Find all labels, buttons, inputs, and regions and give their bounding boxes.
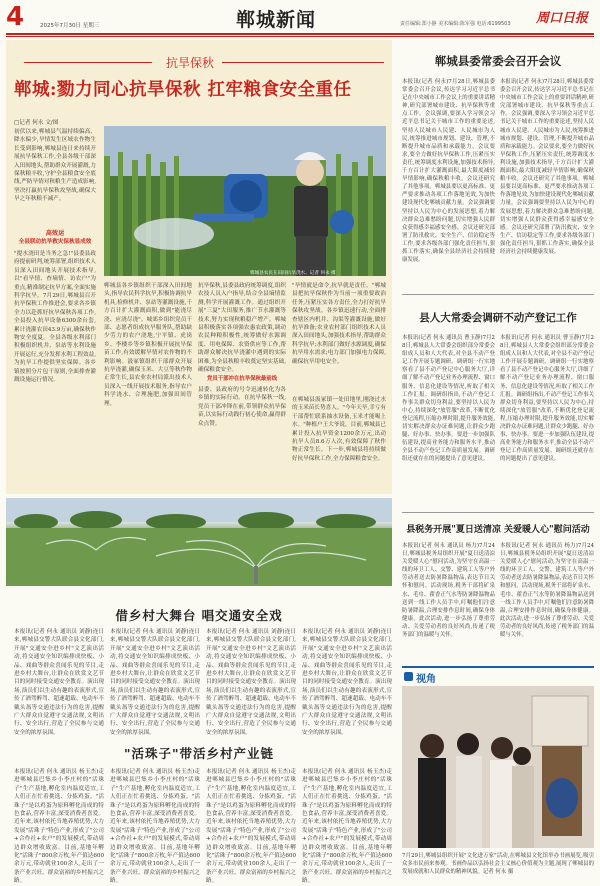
right-top-text-col2: 本报讯(记者 何永)7月28日,郸城县委常委会召开会议,传达学习习近平总书记在中央城市工作会议上的重要讲话精神,研究部署城市建设、抗旱保秋等重点工作。会议强调,要深入学习领会习近平总书记关于城市工作的重要论述,坚持人民城市人民建、人民城市为人民,统筹推进城市规划、建设、管理,不断提升城市品质和承载能力。会议要求,要全力做好抗旱保秋工作,压紧压实责任,统筹调度水利设施,加强技术指导,千方百计扩大灌溉面积,最大限度减轻旱情影响,确保秋粮丰收。会议还研究了其他事项。郸城县要以更高标准、更严要求推动各项工作落地见效,为加快建设现代化郸城贡献力量。会议强调要坚持以人民为中心的发展思想,着力解决群众急难愁盼问题,切实增强人民群众获得感幸福感安全感。会议还研究部署了防汛救灾、安全生产、信访稳定等工作,要求各级各部门强化责任担当,狠抓工作落实,确保全县经济社会持续健康发展。: [500, 79, 594, 255]
right-low-text-col1: 本报讯(记者 何永 通讯员 杨力)7月24日,郸城县税务局组织开展"夏日送清凉 关爱暖人心"慰问活动,为坚守在高温一线的环卫工人、交警、建筑工人等户外劳动者送去防暑降温物品,表达节日关怀和慰问。活动现场,税务干部将矿泉水、毛巾、藿香正气水等防暑降温物品送到一线工作人员手中,叮嘱他们注意防暑降温,合理安排作息时间,确保身体健康。此次活动,进一步弘扬了尊重劳动、关爱劳动者的良好风尚,传递了税务部门的温暖与关怀。: [402, 543, 495, 639]
bottom-text1-col4: 本报讯(记者 何永 通讯员 刘静)连日来,郸城县交警大队联合县文化部门,开展"交通安全进乡村"文艺演出活动,将交通安全知识编排成快板、小品、戏曲等群众喜闻乐见的节目,走进乡村大舞台,让群众在欣赏文艺节目的同时接受交通安全教育。演出现场,演员们以生动有趣的表演形式,宣传了酒驾醉驾、超速超载、电动车不戴头盔等交通违法行为的危害,提醒广大群众自觉遵守交通法规,文明出行、安全出行,营造了全民参与交通安全的浓厚氛围。: [302, 629, 392, 736]
bottom-text1-col2: 本报讯(记者 何永 通讯员 刘静)连日来,郸城县交警大队联合县文化部门,开展"交通安全进乡村"文艺演出活动,将交通安全知识编排成快板、小品、戏曲等群众喜闻乐见的节目,走进乡村大舞台,让群众在欣赏文艺节目的同时接受交通安全教育。演出现场,演员们以生动有趣的表演形式,宣传了酒驾醉驾、超速超载、电动车不戴头盔等交通违法行为的危害,提醒广大群众自觉遵守交通法规,文明出行、安全出行,营造了全民参与交通安全的浓厚氛围。: [110, 629, 200, 736]
bottom-headline-2: "活珠子"带活乡村产业链: [123, 746, 275, 761]
camera-icon: [404, 672, 413, 681]
lead-subhead1-b: 全县联动抗旱救灾保秋显成效: [18, 239, 92, 245]
header-rule-thin: [6, 36, 594, 37]
section-title: 郸城新闻: [236, 9, 317, 31]
lead-col2: 郸城县各乡镇组织干部深入田间地头,指导农民科学抗旱,积极协调抗旱机具,检修机井、泵站等灌溉设施,千方百计扩大灌溉面积,做到"能浇尽浇、应浇尽浇"。城郊乡组织党员干部、志愿者组成抗旱服务队,帮助缺少劳力的农户浇地,宁平镇、虎岗乡、李楼乡等乡镇积极开展抗旱保苗工作,有效缓解旱情对农作物的不利影响。汲冢镇组织干部群众开展抗旱浇灌,确保玉米、大豆等秋作物正常生长,县农业农村局派出技术人员深入一线开展技术服务,指导农户科学浇水、合理施肥,加强田间管理。: [104, 283, 192, 407]
kicker-rule-right: [222, 62, 384, 63]
lead-col4: "旱情就是命令,抗旱就是责任。"郸城县把抗旱保秋作为当前一项重要政治任务,压紧压实各方责任,全力打好抗旱保秋攻坚战。各乡镇迅速行动,全面排查辖区内机井、沟渠等灌溉设施,做好抗旱准备;农业农村部门组织技术人员深入田间地头,加强技术指导,帮助群众科学抗旱;水利部门做好水源调度,确保抗旱用水需求;电力部门加强电力保障,确保抗旱用电安全。: [292, 283, 386, 365]
bottom-headline-1: 借乡村大舞台 唱交通安全戏: [115, 608, 283, 623]
divider: [402, 512, 594, 513]
bottom-text1-col3: 本报讯(记者 何永 通讯员 刘静)连日来,郸城县交警大队联合县文化部门,开展"交通安全进乡村"文艺演出活动,将交通安全知识编排成快板、小品、戏曲等群众喜闻乐见的节目,走进乡村大舞台,让群众在欣赏文艺节目的同时接受交通安全教育。演出现场,演员们以生动有趣的表演形式,宣传了酒驾醉驾、超速超载、电动车不戴头盔等交通违法行为的危害,提醒广大群众自觉遵守交通法规,文明出行、安全出行,营造了全民参与交通安全的浓厚氛围。: [206, 629, 296, 736]
lead-col1-bottom: "提水浇田是当务之急!"县委县政府提前研判,统筹部署,组织技术人员深入田间地头开展技术指导,以"看旱情、查墒情、访农户"为重点,精准制定抗旱方案,全面实施科学抗旱。7月29日,郸城县召开抗旱保秋工作推进会,要求各乡镇全力以赴抓好抗旱保秋各项工作,全县投入抗旱设备6300余台套,累计浇灌农田43.9万亩,确保秋作物安全度夏。全县各级水利部门积极组织机井、泵站等水利设施开展运行,充分发挥水利工程效益,为抗旱工作提供坚实保障。各乡镇按照分片包干原则,全面排查灌溉设施运行情况。: [14, 251, 96, 384]
lead-subhead1-a: 高效运: [45, 230, 65, 237]
kicker-rule-left: [24, 62, 152, 63]
right-mid-text-col1: 本报讯(记者 何永 通讯员 曹玉静)7月28日,郸城县人大常委会组织部分常委会组成人员和人大代表,对全县不动产登记工作开展专题调研。调研组一行实地察看了县不动产登记中心服务大厅,详细了解不动产登记业务办理流程、窗口服务、信息化建设等情况,听取了相关工作汇报。调研组指出,不动产登记工作事关群众切身利益,要坚持以人民为中心,持续深化"放管服"改革,不断优化登记流程,压缩办理时限,提升服务效能,切实解决群众办证难问题,让群众少跑腿、好办事、快办事。要进一步加强队伍建设,提高业务能力和服务水平,推动全县不动产登记工作高质量发展。调研组还就存在的问题提出了意见建议。: [402, 335, 495, 463]
shijiao-label: 视角: [416, 674, 436, 685]
sprinkler-field-illustration: [6, 498, 392, 586]
bottom-text1-col1: 本报讯(记者 何永 通讯员 刘静)连日来,郸城县交警大队联合县文化部门,开展"交通安全进乡村"文艺演出活动,将交通安全知识编排成快板、小品、戏曲等群众喜闻乐见的节目,走进乡村大舞台,让群众在欣赏文艺节目的同时接受交通安全教育。演出现场,演员们以生动有趣的表演形式,宣传了酒驾醉驾、超速超载、电动车不戴头盔等交通违法行为的危害,提醒广大群众自觉遵守交通法规,文明出行、安全出行,营造了全民参与交通安全的浓厚氛围。: [14, 629, 104, 736]
header-rule: [6, 33, 594, 35]
shijiao-caption: 7月29日,郸城县组织开展"文化进万家"活动,在郸城县文化馆举办书画展览,吸引众多市民前来参观。书画作品以弘扬社会主义核心价值观为主题,展现了郸城县的发展成就和人民群众的精神风貌。记者 何永 摄: [402, 853, 594, 876]
lead-photo: [104, 126, 386, 276]
bottom-text2-col4: 本报讯(记者 何永 通讯员 杨玉杰)走进郸城县巴集乡小李庄村的"活珠子"生产基地,孵化室内温度适宜,工人们正在忙着挑选、分拣鸡蛋。"活珠子"是以鸡蛋为原料孵化而成的特色食品,营养丰富,深受消费者喜爱。近年来,该村依托当地养殖优势,大力发展"活珠子"特色产业,形成了"公司+合作社+农户"的发展模式,带动周边群众增收致富。目前,基地年孵化"活珠子"800余万枚,年产值达600余万元,带动就业100余人,走出了一条产业兴旺、群众富裕的乡村振兴之路。: [302, 769, 392, 885]
lead-photo-caption: 郸城县农民在田间抗旱浇水。记者 何永 摄: [250, 271, 336, 276]
exhibition-photo: [402, 686, 594, 848]
lead-col3: 抗旱保秋,县委县政府统筹调度,组织农技人员入户指导,结合全县墒情监测,科学开展灌溉工作。通过组织开展"三夏"大田服务,推广节水灌溉等技术,努力实现秋粮稳产增产。郸城县积极落实各项强农惠农政策,调动农民种粮积极性,统筹做好水源调度、用电保障、农资供应等工作,帮助群众解决抗旱浇灌中遇到的实际困难,为全县秋粮丰收奠定坚实基础,确保粮食安全。: [198, 283, 286, 374]
right-mid-headline: 县人大常委会调研不动产登记工作: [419, 312, 577, 324]
lead-subhead3: 党员干部冲在抗旱保秋最前线: [206, 376, 278, 382]
lead-headline: 郸城:勠力同心抗旱保秋 扛牢粮食安全重任: [14, 80, 352, 100]
shijiao-rule: [402, 666, 594, 668]
bottom-text2-col3: 本报讯(记者 何永 通讯员 杨玉杰)走进郸城县巴集乡小李庄村的"活珠子"生产基地,孵化室内温度适宜,工人们正在忙着挑选、分拣鸡蛋。"活珠子"是以鸡蛋为原料孵化而成的特色食品,营养丰富,深受消费者喜爱。近年来,该村依托当地养殖优势,大力发展"活珠子"特色产业,形成了"公司+合作社+农户"的发展模式,带动周边群众增收致富。目前,基地年孵化"活珠子"800余万枚,年产值达600余万元,带动就业100余人,走出了一条产业兴旺、群众富裕的乡村振兴之路。: [206, 769, 296, 885]
newspaper-logo: 周口日报: [536, 11, 589, 26]
lead-col5: 在郸城县汲冢镇一处田地里,刚浇过水的玉米苗长势喜人。"今年天旱,幸亏有干部帮忙联系抽水设备,玉米才能喝上水。"种植户王大爷说。目前,郸城县已累计投入抗旱资金1200余万元,出动抗旱人员8.6万人次,有效保障了秋作物正常生长。下一步,郸城县将持续做好抗旱保秋工作,全力保障粮食安全。: [292, 397, 386, 462]
editor-meta: 责任编辑:郑小静 美术编辑:陈军强 电话:6199503: [400, 21, 511, 27]
lead-col3-bottom: 县委、县政府的号令迅速转化为各乡镇的实际行动。在抗旱保秋一线,党员干部冲锋在前,带领群众抗旱保苗,以实际行动践行初心使命,赢得群众点赞。: [198, 387, 286, 427]
right-low-headline: 县税务开展"夏日送清凉 关爱暖人心"慰问活动: [406, 525, 590, 535]
exhibition-visitors-illustration: [402, 686, 594, 848]
page-number: 4: [6, 2, 25, 32]
date-line: 2025年7月30日 星期三: [40, 23, 100, 29]
farmer-irrigation-illustration: [104, 126, 386, 276]
right-low-text-col2: 本报讯(记者 何永 通讯员 杨力)7月24日,郸城县税务局组织开展"夏日送清凉 关爱暖人心"慰问活动,为坚守在高温一线的环卫工人、交警、建筑工人等户外劳动者送去防暑降温物品,表达节日关怀和慰问。活动现场,税务干部将矿泉水、毛巾、藿香正气水等防暑降温物品送到一线工作人员手中,叮嘱他们注意防暑降温,合理安排作息时间,确保身体健康。此次活动,进一步弘扬了尊重劳动、关爱劳动者的良好风尚,传递了税务部门的温暖与关怀。: [500, 543, 594, 639]
right-mid-text-col2: 本报讯(记者 何永 通讯员 曹玉静)7月28日,郸城县人大常委会组织部分常委会组成人员和人大代表,对全县不动产登记工作开展专题调研。调研组一行实地察看了县不动产登记中心服务大厅,详细了解不动产登记业务办理流程、窗口服务、信息化建设等情况,听取了相关工作汇报。调研组指出,不动产登记工作事关群众切身利益,要坚持以人民为中心,持续深化"放管服"改革,不断优化登记流程,压缩办理时限,提升服务效能,切实解决群众办证难问题,让群众少跑腿、好办事、快办事。要进一步加强队伍建设,提高业务能力和服务水平,推动全县不动产登记工作高质量发展。调研组还就存在的问题提出了意见建议。: [500, 335, 594, 463]
farmland-sprinkler-photo: [6, 498, 392, 586]
divider: [402, 294, 594, 295]
bottom-text2-col1: 本报讯(记者 何永 通讯员 杨玉杰)走进郸城县巴集乡小李庄村的"活珠子"生产基地,孵化室内温度适宜,工人们正在忙着挑选、分拣鸡蛋。"活珠子"是以鸡蛋为原料孵化而成的特色食品,营养丰富,深受消费者喜爱。近年来,该村依托当地养殖优势,大力发展"活珠子"特色产业,形成了"公司+合作社+农户"的发展模式,带动周边群众增收致富。目前,基地年孵化"活珠子"800余万枚,年产值达600余万元,带动就业100余人,走出了一条产业兴旺、群众富裕的乡村振兴之路。: [14, 769, 104, 885]
right-top-headline: 郸城县委常委会召开会议: [434, 54, 562, 68]
lead-col1-top: 初伏以来,郸城县气温持续偏高、降水偏少,旱情发生区域农作物生长受到影响,郸城县连日来持续开展抗旱保秋工作,全县各级干部深入田间地头,帮助群众开展灌溉,力保秋粮丰收,守护全县粮食安全底线,严防旱情对秋粮生产造成影响,坚决打赢抗旱保秋攻坚战,确保大旱之年秋粮不减产。: [14, 129, 96, 203]
lead-kicker: 抗旱保秋: [166, 56, 215, 70]
right-top-text-col1: 本报讯(记者 何永)7月28日,郸城县委常委会召开会议,传达学习习近平总书记在中央城市工作会议上的重要讲话精神,研究部署城市建设、抗旱保秋等重点工作。会议强调,要深入学习领会习近平总书记关于城市工作的重要论述,坚持人民城市人民建、人民城市为人民,统筹推进城市规划、建设、管理,不断提升城市品质和承载能力。会议要求,要全力做好抗旱保秋工作,压紧压实责任,统筹调度水利设施,加强技术指导,千方百计扩大灌溉面积,最大限度减轻旱情影响,确保秋粮丰收。会议还研究了其他事项。郸城县要以更高标准、更严要求推动各项工作落地见效,为加快建设现代化郸城贡献力量。会议强调要坚持以人民为中心的发展思想,着力解决群众急难愁盼问题,切实增强人民群众获得感幸福感安全感。会议还研究部署了防汛救灾、安全生产、信访稳定等工作,要求各级各部门强化责任担当,狠抓工作落实,确保全县经济社会持续健康发展。: [402, 79, 495, 264]
lead-byline: □记者 何永 文/图: [14, 120, 59, 126]
bottom-text2-col2: 本报讯(记者 何永 通讯员 杨玉杰)走进郸城县巴集乡小李庄村的"活珠子"生产基地,孵化室内温度适宜,工人们正在忙着挑选、分拣鸡蛋。"活珠子"是以鸡蛋为原料孵化而成的特色食品,营养丰富,深受消费者喜爱。近年来,该村依托当地养殖优势,大力发展"活珠子"特色产业,形成了"公司+合作社+农户"的发展模式,带动周边群众增收致富。目前,基地年孵化"活珠子"800余万枚,年产值达600余万元,带动就业100余人,走出了一条产业兴旺、群众富裕的乡村振兴之路。: [110, 769, 200, 885]
